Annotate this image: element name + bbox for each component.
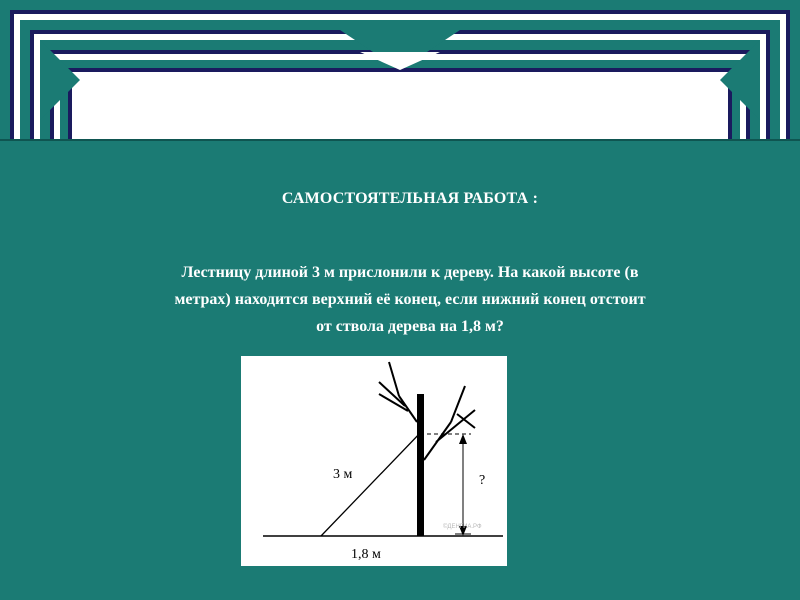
ladder-length-label: 3 м — [333, 467, 353, 482]
problem-line: Лестницу длиной 3 м прислонили к дереву. На какой высоте (в — [181, 264, 639, 281]
tree-trunk — [417, 394, 424, 536]
unknown-height-label: ? — [479, 473, 486, 488]
watermark: ©ДЕНГИА.РФ — [443, 524, 482, 530]
ladder-line — [321, 430, 423, 536]
problem-line: от ствола дерева на 1,8 м? — [316, 318, 504, 335]
figure-drawing — [241, 356, 507, 566]
base-distance-label: 1,8 м — [351, 547, 381, 562]
problem-line: метрах) находится верхний её конец, если нижний конец отстоит — [174, 291, 646, 308]
tree-branches — [379, 362, 475, 460]
slide-title: САМОСТОЯТЕЛЬНАЯ РАБОТА : — [281, 190, 539, 207]
problem-text — [70, 259, 750, 340]
ladder-tree-figure — [241, 356, 507, 566]
